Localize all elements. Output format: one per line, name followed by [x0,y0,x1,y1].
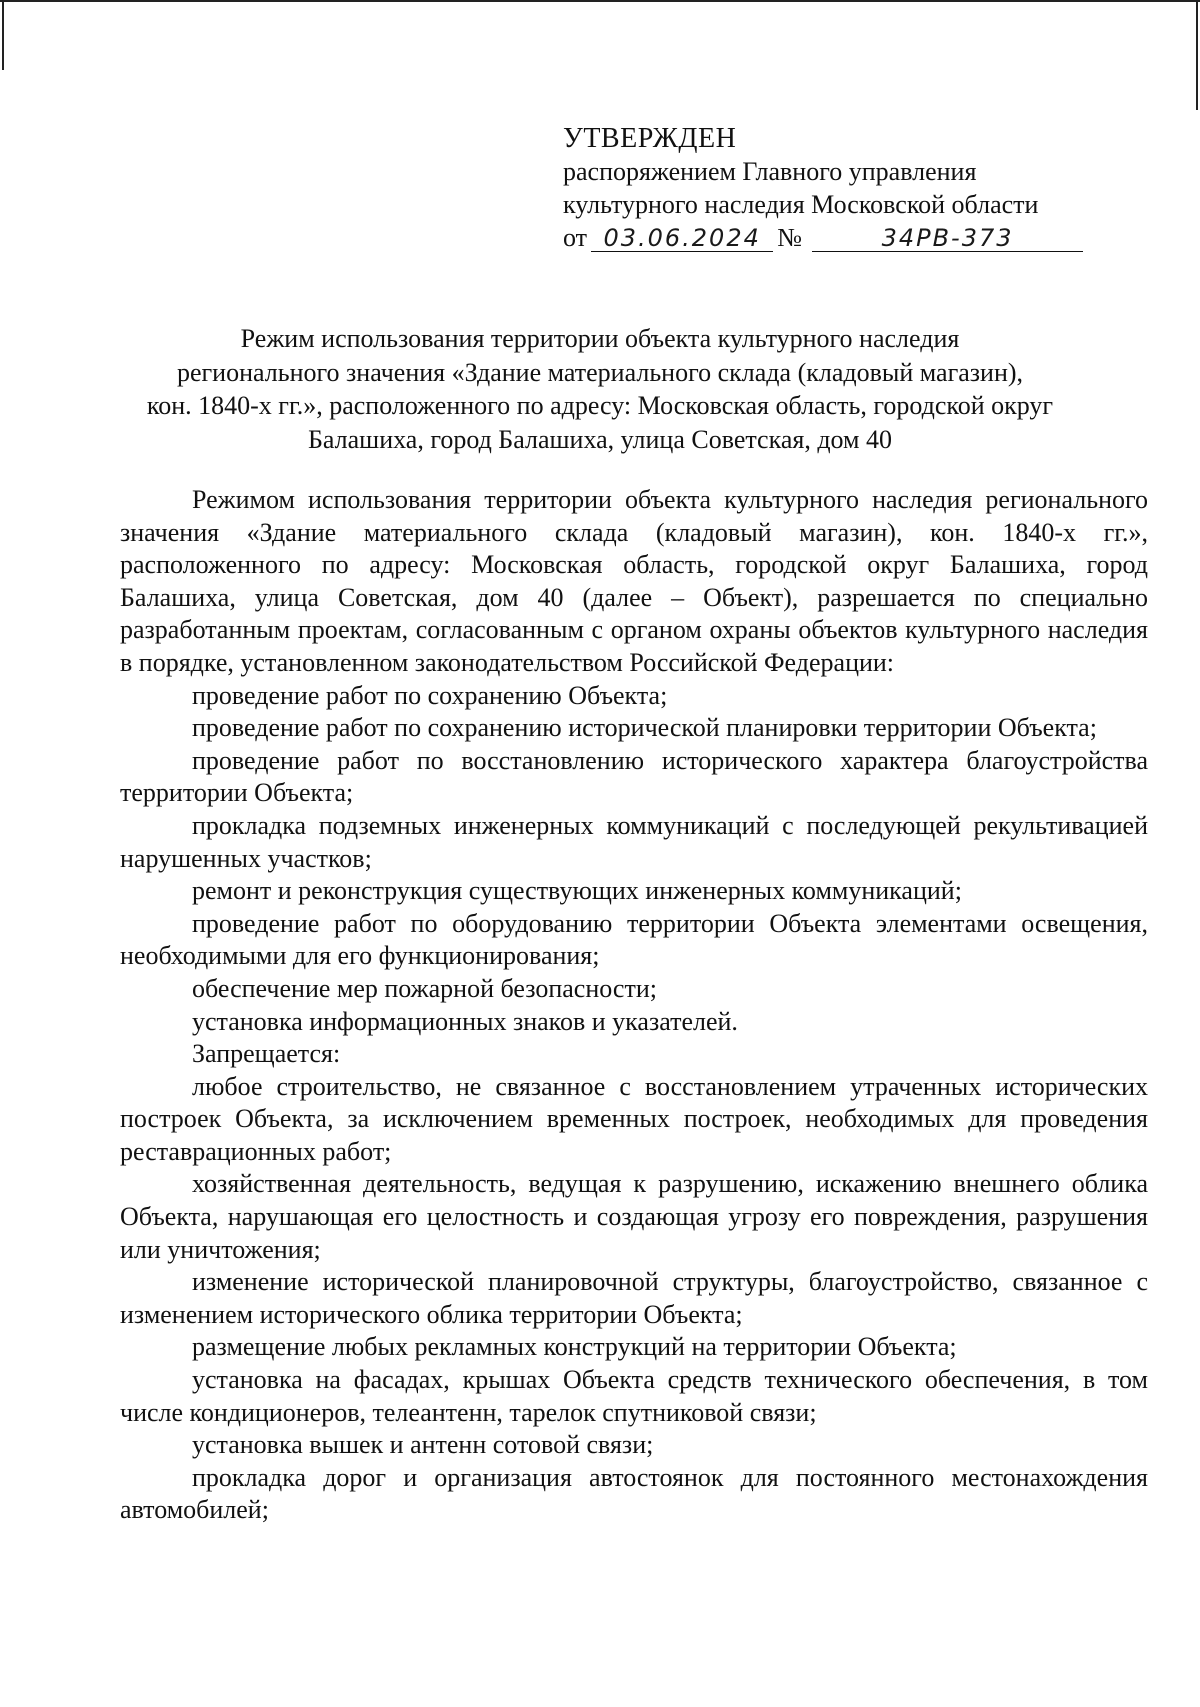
approval-block [563,122,1083,254]
document-body [120,484,1148,1527]
prohibited-item: установка вышек и антенн сотовой связи; [192,1430,654,1460]
prohibited-item: любое строительство, не связанное с восстановлением утраченных исторических построек Объекта, за исключением временных построек, необходимых для проведения реставрационных работ; [120,1071,1148,1166]
prohibited-heading: Запрещается: [192,1039,341,1069]
allowed-item: проведение работ по восстановлению исторического характера благоустройства территории Объекта; [120,745,1148,808]
intro-paragraph: Режимом использования территории объекта культурного наследия регионального значения «Здание материального склада (кладовый магазин), кон. 1840-х гг.», расположенного по адресу: Московская область, городской округ Балашиха, город Балашиха, улица Советская, дом 40 (далее – Объект), разрешается по специально разработанным проектам, согласованным с органом охраны объектов культурного наследия в порядке, установленном законодательством Российской Федерации: [120,485,1148,677]
number-label: № [777,223,803,252]
allowed-item: прокладка подземных инженерных коммуникаций с последующей рекультивацией нарушенных участков; [120,810,1148,873]
document-heading [120,322,1080,456]
allowed-item: проведение работ по сохранению Объекта; [192,680,668,710]
prohibited-item: установка на фасадах, крышах Объекта средств технического обеспечения, в том числе кондиционеров, телеантенн, тарелок спутниковой связи; [120,1365,1148,1427]
heading-line-1: Режим использования территории объекта культурного наследия [240,324,960,353]
handwritten-date: 03.06.2024 [591,225,773,252]
allowed-item: проведение работ по оборудованию территории Объекта элементами освещения, необходимыми для его функционирования; [120,908,1148,971]
allowed-item: ремонт и реконструкция существующих инженерных коммуникаций; [192,876,962,906]
heading-line-3: кон. 1840-х гг.», расположенного по адресу: Московская область, городской округ [146,391,1054,420]
allowed-item: установка информационных знаков и указателей. [192,1006,738,1036]
scan-edge-left [2,0,4,70]
approval-title: УТВЕРЖДЕН [563,123,737,154]
allowed-item: обеспечение мер пожарной безопасности; [192,973,657,1003]
heading-line-4: Балашиха, город Балашиха, улица Советская, дом 40 [307,424,893,454]
approval-date-number-line [563,221,1083,254]
prohibited-item: прокладка дорог и организация автостоянок для постоянного местонахождения автомобилей; [120,1462,1148,1525]
prohibited-item: изменение исторической планировочной структуры, благоустройство, связанное с изменением исторического облика территории Объекта; [120,1267,1148,1329]
from-label: от [563,223,588,252]
scan-edge-right [1196,0,1198,110]
prohibited-item: размещение любых рекламных конструкций на территории Объекта; [192,1332,957,1362]
approval-line-1: распоряжением Главного управления [563,157,977,186]
heading-line-2: регионального значения «Здание материального склада (кладовый магазин), [176,357,1024,387]
allowed-item: проведение работ по сохранению исторической планировки территории Объекта; [192,713,1097,743]
handwritten-number: 34РВ-373 [812,225,1083,252]
scan-edge-top [0,0,1200,2]
prohibited-item: хозяйственная деятельность, ведущая к разрушению, искажению внешнего облика Объекта, нарушающая его целостность и создающая угрозу его повреждения, разрушения или уничтожения; [120,1169,1148,1264]
approval-line-2: культурного наследия Московской области [563,190,1039,219]
